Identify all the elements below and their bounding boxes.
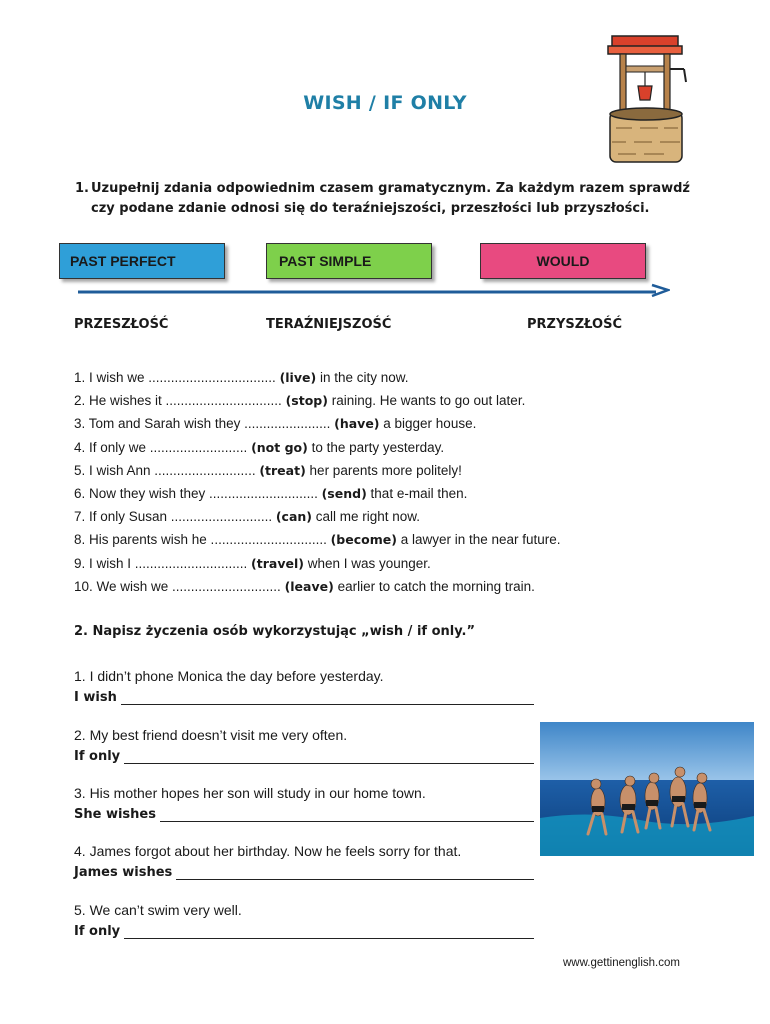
past-simple-box: PAST SIMPLE — [266, 243, 432, 279]
exercise-prompt: 2. My best friend doesn’t visit me very often. — [74, 727, 348, 743]
list-item: 3. Tom and Sarah wish they ....................... (have) a bigger house. — [74, 416, 477, 432]
list-item: 8. His parents wish he ............................... (become) a lawyer in the near future. — [74, 532, 561, 548]
exercise-prompt: 4. James forgot about her birthday. Now he feels sorry for that. — [74, 843, 462, 859]
answer-lead: If only — [74, 749, 121, 764]
answer-line[interactable] — [160, 808, 534, 822]
list-item: 5. I wish Ann ........................... (treat) her parents more politely! — [74, 462, 462, 478]
task1-line2: czy podane zdanie odnosi się do teraźniejszości, przeszłości lub przyszłości. — [91, 201, 650, 216]
footer-url: www.gettinenglish.com — [563, 957, 680, 969]
exercise-3 — [74, 784, 534, 822]
label-past: PRZESZŁOŚĆ — [74, 317, 169, 332]
task1-instructions — [75, 179, 715, 219]
label-present: TERAŹNIEJSZOŚĆ — [266, 317, 392, 332]
list-item: 9. I wish I .............................. (travel) when I was younger. — [74, 555, 431, 571]
task1-line1: Uzupełnij zdania odpowiednim czasem gramatycznym. Za każdym razem sprawdź — [91, 181, 691, 196]
answer-lead: She wishes — [74, 807, 156, 822]
answer-lead: James wishes — [74, 865, 173, 880]
pool-photo — [540, 722, 754, 856]
list-item: 7. If only Susan ........................... (can) call me right now. — [74, 509, 421, 525]
list-item: 10. We wish we ............................. (leave) earlier to catch the morning train. — [74, 578, 535, 594]
exercise-2 — [74, 726, 534, 764]
exercise-prompt: 5. We can’t swim very well. — [74, 902, 242, 918]
answer-line[interactable] — [121, 691, 534, 705]
exercise-1 — [74, 667, 534, 705]
wishing-well-illustration — [602, 28, 712, 168]
label-future: PRZYSZŁOŚĆ — [527, 317, 623, 332]
list-item: 2. He wishes it ............................... (stop) raining. He wants to go out later. — [74, 393, 526, 409]
past-perfect-box: PAST PERFECT — [59, 243, 225, 279]
answer-line[interactable] — [124, 925, 534, 939]
list-item: 1. I wish we .................................. (live) in the city now. — [74, 370, 409, 385]
sentence-list — [74, 367, 714, 599]
task1-number: 1. — [75, 181, 89, 196]
answer-line[interactable] — [176, 866, 534, 880]
list-item: 4. If only we .......................... (not go) to the party yesterday. — [74, 439, 445, 455]
task2-heading: 2. Napisz życzenia osób wykorzystując „wish / if only.” — [74, 624, 476, 639]
exercise-prompt: 1. I didn’t phone Monica the day before yesterday. — [74, 668, 384, 684]
timeline-arrow — [78, 282, 670, 298]
would-box: WOULD — [480, 243, 646, 279]
answer-lead: I wish — [74, 690, 117, 705]
exercise-5 — [74, 901, 534, 939]
page-title: WISH / IF ONLY — [303, 92, 467, 114]
list-item: 6. Now they wish they ............................. (send) that e-mail then. — [74, 485, 468, 501]
answer-line[interactable] — [124, 750, 534, 764]
exercise-prompt: 3. His mother hopes her son will study in our home town. — [74, 785, 426, 801]
answer-lead: If only — [74, 924, 121, 939]
exercise-4 — [74, 842, 534, 880]
